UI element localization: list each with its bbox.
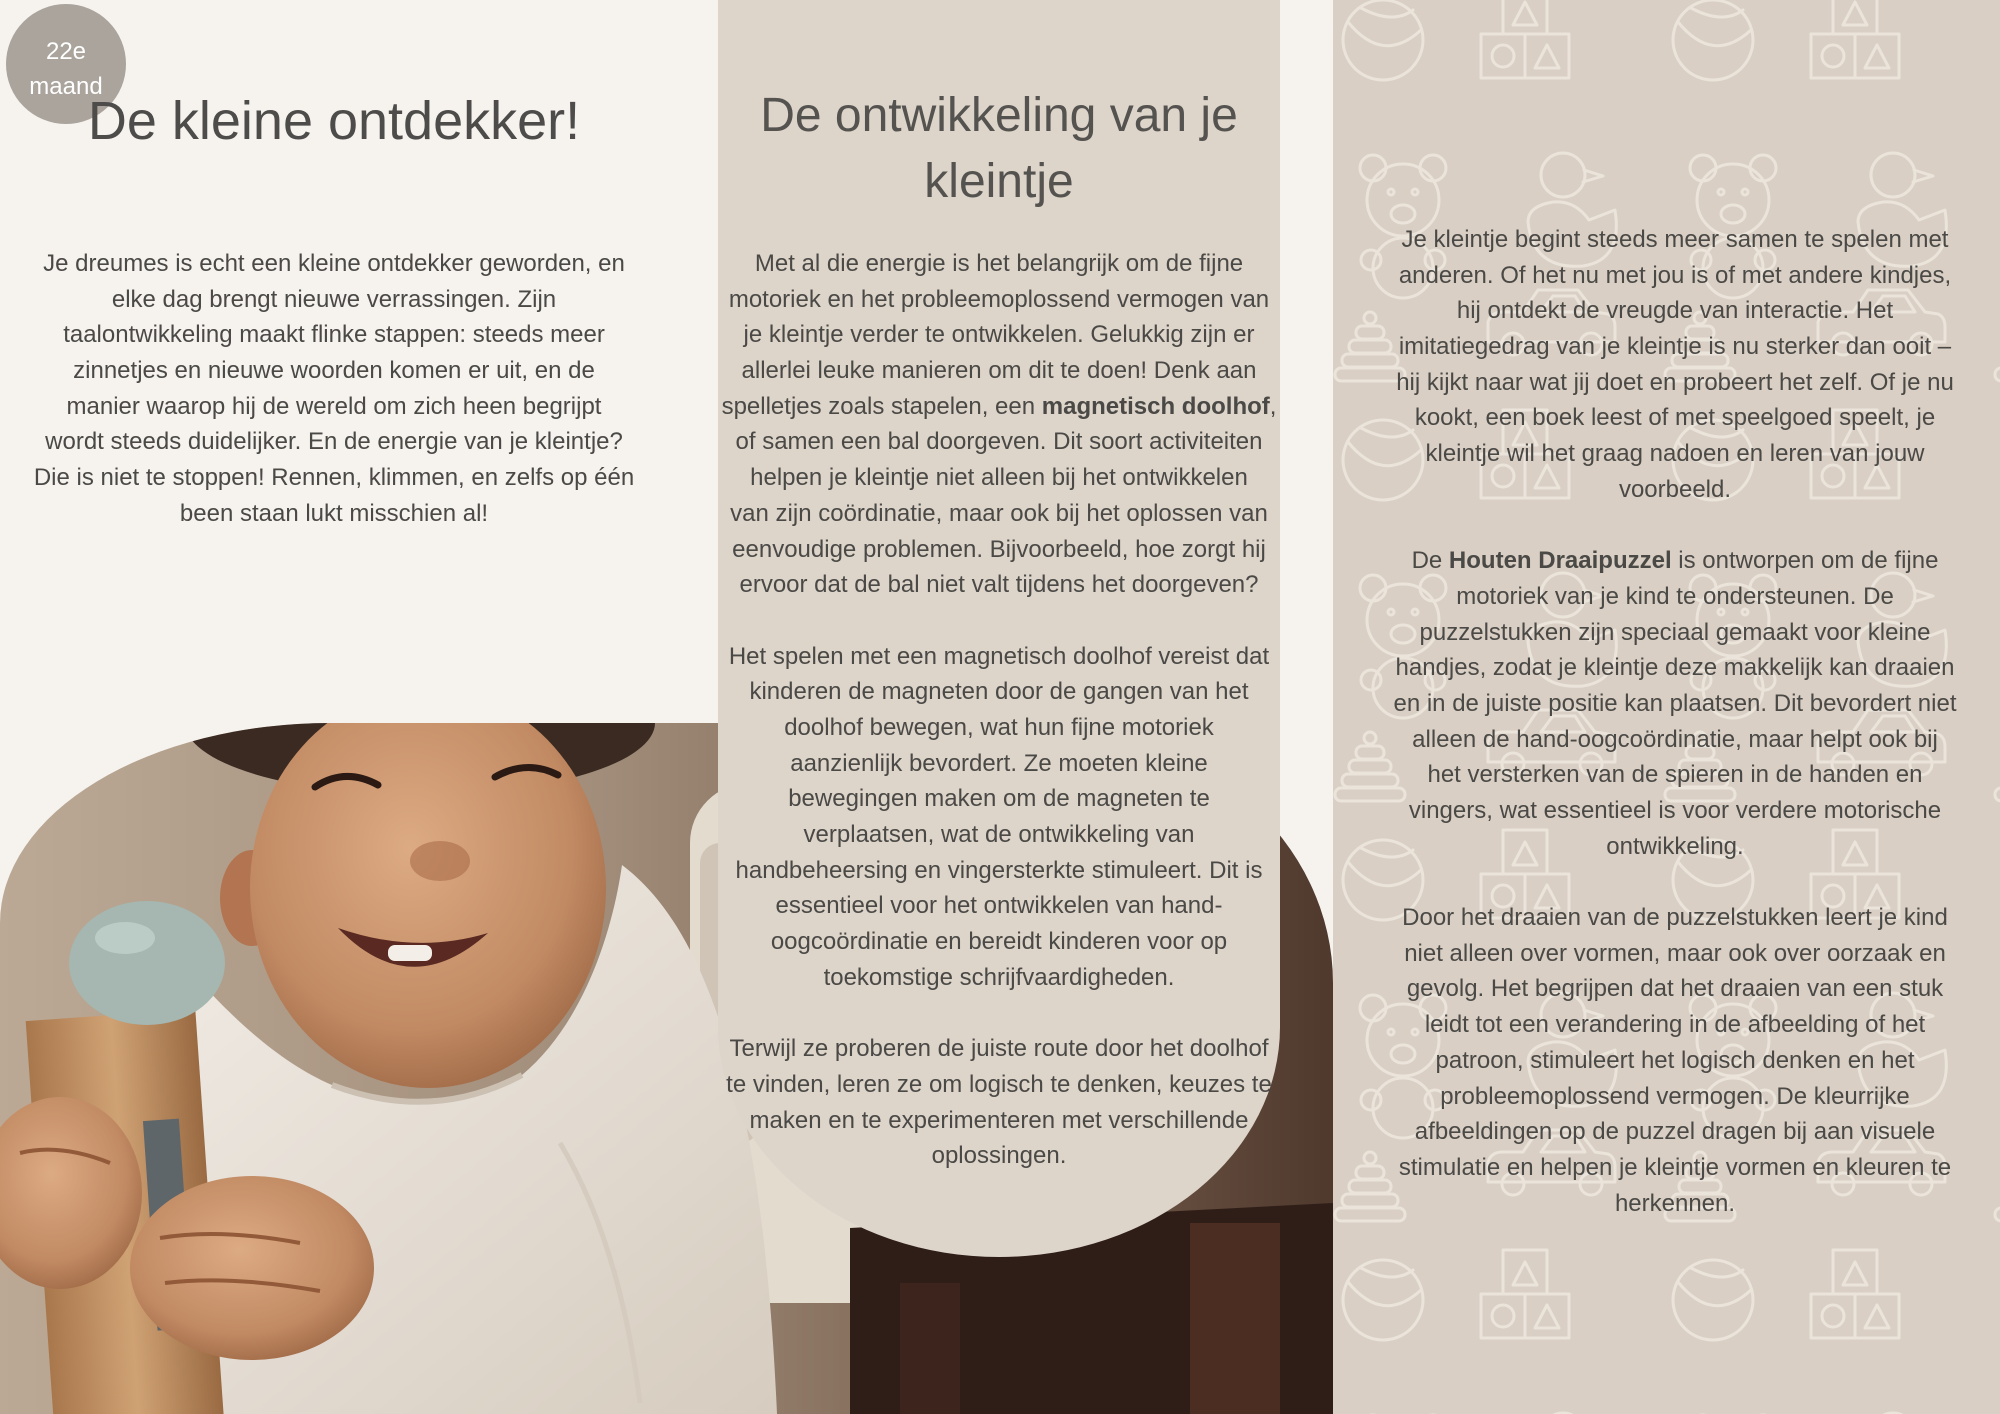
title-line: kleintje (924, 155, 1074, 208)
text-line: herkennen. (1614, 1189, 1736, 1217)
text-line: oogcoördinatie en bereidt kinderen voor op (770, 928, 1228, 956)
page-title: De kleine ontdekker! (87, 91, 581, 151)
text-line: essentieel voor het ontwikkelen van hand- (775, 892, 1223, 920)
text-line: hij ontdekt de vreugde van interactie. Het (1456, 297, 1894, 325)
text-line: imitatiegedrag van je kleintje is nu sterker dan ooit – (1398, 333, 1952, 361)
text-line: helpen je kleintje niet alleen bij het ontwikkelen (750, 464, 1248, 492)
text-line: alleen de hand-oogcoördinatie, maar helpt ook bij (1412, 725, 1938, 753)
text-line: afbeeldingen op de puzzel dragen bij aan visuele (1414, 1118, 1936, 1146)
text-line: kookt, een boek leest of met speelgoed speelt, je (1414, 404, 1936, 432)
text-line: gevolg. Het begrijpen dat het draaien van een stuk (1406, 975, 1944, 1003)
title-line: De ontwikkeling van je (760, 89, 1238, 142)
paragraph (0, 246, 668, 532)
text-line: Die is niet te stoppen! Rennen, klimmen, en zelfs op één (33, 464, 635, 492)
text-line: ervoor dat de bal niet valt tijdens het doorgeven? (739, 571, 1259, 599)
text-line: taalontwikkeling maakt flinke stappen: steeds meer (63, 321, 605, 349)
text-line: eenvoudige problemen. Bijvoorbeeld, hoe zorgt hij (732, 535, 1266, 563)
text-line: handbeheersing en vingersterkte stimuleert. Dit is (735, 856, 1263, 884)
badge-unit: maand (29, 73, 103, 100)
text-line: Je dreumes is echt een kleine ontdekker geworden, en (43, 250, 625, 277)
text-line: toekomstige schrijfvaardigheden. (823, 963, 1175, 991)
text-line: van zijn coördinatie, maar ook bij het oplossen van (730, 499, 1268, 527)
text-line: wordt steeds duidelijker. En de energie van je kleintje? (45, 428, 623, 456)
section-title (718, 83, 1280, 215)
text-segment: De (1411, 547, 1449, 575)
text-line: handjes, zodat je kleintje deze makkelijk kan draaien (1395, 654, 1955, 682)
intro-text (0, 246, 668, 532)
text-line: oplossingen. (931, 1142, 1067, 1170)
text-line: allerlei leuke manieren om dit te doen! Denk aan (741, 357, 1257, 385)
text-line: zinnetjes en nieuwe woorden komen er uit, en de (73, 357, 595, 385)
text-line: probleemoplossend vermogen. De kleurrijke (1440, 1082, 1910, 1110)
text-line: kinderen de magneten door de gangen van het (749, 678, 1249, 706)
text-line: stimulatie en helpen je kleintje vormen en kleuren te (1398, 1153, 1952, 1181)
text-line: maken en te experimenteren met verschillende (749, 1106, 1249, 1134)
text-line: kleintje wil het graag nadoen en leren van jouw (1425, 440, 1925, 468)
text-line: Het spelen met een magnetisch doolhof vereist dat (728, 642, 1270, 670)
text-line: Terwijl ze proberen de juiste route door het doolhof (729, 1035, 1269, 1063)
text-segment: , (1269, 392, 1277, 420)
text-line: vingers, wat essentieel is voor verdere motorische (1408, 797, 1942, 824)
product-name-bold: Houten Draaipuzzel (1448, 547, 1672, 575)
text-line: motoriek en het probleemoplossend vermogen van (728, 285, 1270, 313)
text-line (718, 389, 1280, 425)
text-line: je kleintje verder te ontwikkelen. Gelukkig zijn er (743, 321, 1255, 349)
text-line: been staan lukt misschien al! (179, 499, 489, 527)
text-line: aanzienlijk bevordert. Ze moeten kleine (790, 749, 1208, 777)
text-line: doolhof bewegen, wat hun fijne motoriek (784, 713, 1214, 741)
text-line: Je kleintje begint steeds meer samen te spelen met (1401, 226, 1949, 253)
paragraph (1352, 900, 1998, 1221)
product-name-bold: magnetisch doolhof (1041, 392, 1270, 420)
text-line: of samen een bal doorgeven. Dit soort activiteiten (735, 428, 1263, 456)
text-line: anderen. Of het nu met jou is of met andere kindjes, (1398, 261, 1952, 289)
paragraph (1352, 222, 1998, 508)
paragraph (718, 639, 1280, 996)
play-text (1352, 222, 1998, 1221)
badge-number: 22e (45, 38, 87, 65)
text-line: verplaatsen, wat de ontwikkeling van (803, 821, 1195, 848)
text-line: puzzelstukken zijn speciaal gemaakt voor kleine (1419, 618, 1931, 646)
paragraph (718, 246, 1280, 603)
text-line: motoriek van je kind te ondersteunen. De (1456, 582, 1894, 610)
text-segment: spelletjes zoals stapelen, een (721, 392, 1042, 420)
text-line: te vinden, leren ze om logisch te denken, keuzes te (726, 1070, 1272, 1098)
paragraph (718, 1031, 1280, 1174)
development-text (718, 246, 1280, 1174)
text-line: Door het draaien van de puzzelstukken leert je kind (1402, 904, 1948, 932)
text-segment: is ontworpen om de fijne (1671, 547, 1939, 575)
text-line: Met al die energie is het belangrijk om de fijne (754, 250, 1244, 277)
paragraph (1352, 543, 1998, 864)
text-line: elke dag brengt nieuwe verrassingen. Zijn (111, 285, 557, 313)
text-line: hij kijkt naar wat jij doet en probeert het zelf. Of je nu (1396, 368, 1954, 396)
text-line: patroon, stimuleert het logisch denken en het (1435, 1046, 1915, 1074)
text-line: leidt tot een verandering in de afbeelding of het (1424, 1011, 1926, 1039)
text-line: het versterken van de spieren in de handen en (1427, 761, 1923, 789)
text-line: manier waarop hij de wereld om zich heen begrijpt (66, 392, 602, 420)
text-line: ontwikkeling. (1606, 832, 1744, 860)
text-line: en in de juiste positie kan plaatsen. Dit bevordert niet (1393, 689, 1957, 717)
text-line (1352, 543, 1998, 579)
text-line: voorbeeld. (1618, 475, 1732, 503)
text-line: niet alleen over vormen, maar ook over oorzaak en (1404, 939, 1946, 967)
text-line: bewegingen maken om de magneten te (788, 785, 1210, 813)
